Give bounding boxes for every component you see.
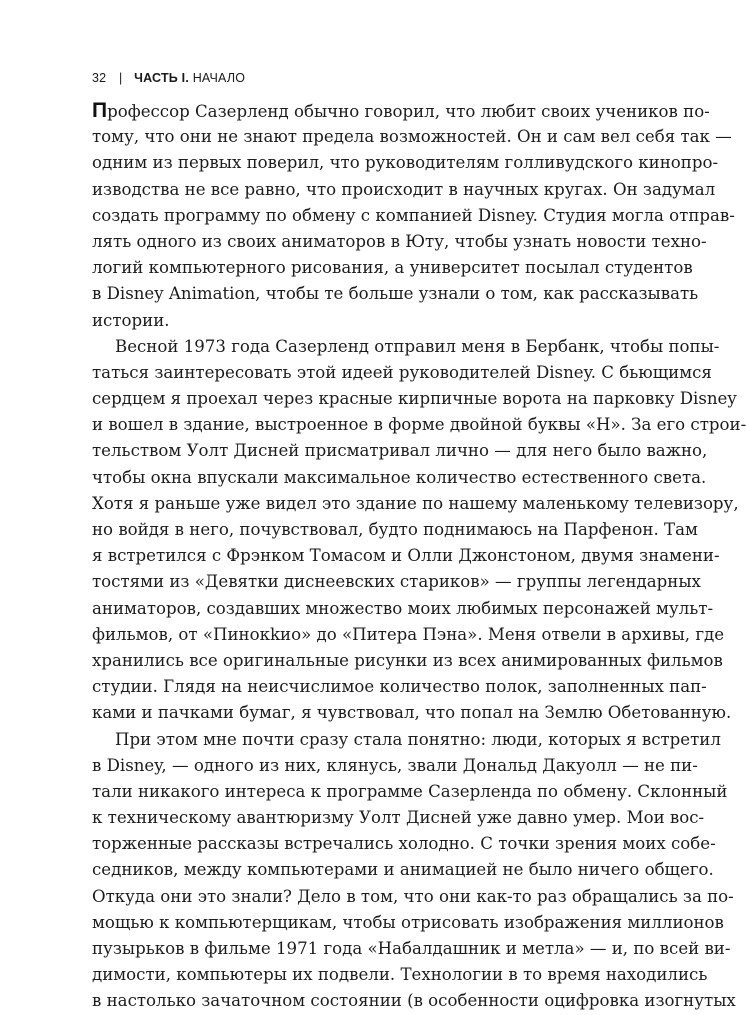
text-line: создать программу по обмену с компанией Disney. Студия могла отправ- xyxy=(92,205,735,225)
text-line: студии. Глядя на неисчислимое количество полок, заполненных пап- xyxy=(92,677,707,697)
text-line: в Disney, — одного из них, клянусь, звали Дональд Дакуолл — не пи- xyxy=(92,755,698,775)
text-line: тому, что они не знают предела возможностей. Он и сам вел себя так — xyxy=(92,127,732,147)
text-line: истории. xyxy=(92,310,170,330)
text-line: хранились все оригинальные рисунки из всех анимированных фильмов xyxy=(92,650,723,670)
text-line: Весной 1973 года Сазерленд отправил меня в Бербанк, чтобы попы- xyxy=(115,336,720,356)
text-line: Хотя я раньше уже видел это здание по нашему маленькому телевизору, xyxy=(92,493,739,513)
drop-cap: П xyxy=(92,99,108,122)
text-line: я встретился с Фрэнком Томасом и Олли Джонстоном, двумя знамени- xyxy=(92,546,720,566)
header-separator: | xyxy=(119,71,123,85)
text-line: одним из первых поверил, что руководителям голливудского кинопро- xyxy=(92,153,719,173)
text-line: тостями из «Девятки диснеевских стариков» — группы легендарных xyxy=(92,572,701,592)
text-line: в настолько зачаточном состоянии (в особенности оцифровка изогнутых xyxy=(92,991,736,1011)
text-line: но войдя в него, почувствовал, будто поднимаюсь на Парфенон. Там xyxy=(92,520,698,539)
text-line: и вошел в здание, выстроенное в форме двойной буквы «H». За его строи- xyxy=(92,415,746,435)
text-line: таться заинтересовать этой идеей руководителей Disney. С бьющимся xyxy=(92,362,712,382)
text-line: При этом мне почти сразу стала понятно: люди, которых я встретил xyxy=(115,729,721,749)
text-line: тали никакого интереса к программе Сазерленда по обмену. Склонный xyxy=(92,781,728,801)
text-line: к техническому авантюризму Уолт Дисней уже давно умер. Мои вос- xyxy=(92,808,705,828)
text-line: седников, между компьютерами и анимацией не было ничего общего. xyxy=(92,860,714,880)
page-number: 32 xyxy=(92,71,107,85)
text-line: пузырьков в фильме 1971 года «Набалдашник и метла» — и, по всей ви- xyxy=(92,939,731,958)
text-line: изводства не все равно, что происходит в научных кругах. Он задумал xyxy=(92,179,716,199)
part-label: ЧАСТЬ I. xyxy=(134,71,189,85)
text-line: лять одного из своих аниматоров в Юту, чтобы узнать новости техно- xyxy=(92,231,707,251)
text-line: логий компьютерного рисования, а университет посылал студентов xyxy=(92,258,693,278)
part-title: НАЧАЛО xyxy=(192,71,246,85)
text-line: фильмов, от «Пинокkио» до «Питера Пэна». Меня отвели в архивы, где xyxy=(92,624,725,644)
text-line: ками и пачками бумаг, я чувствовал, что попал на Землю Обетованную. xyxy=(92,703,732,723)
text-line: мощью к компьютерщикам, чтобы отрисовать изображения миллионов xyxy=(92,912,724,932)
text-line: тельством Уолт Дисней присматривал лично — для него было важно, xyxy=(92,441,708,461)
text-line: торженные рассказы встречались холодно. С точки зрения моих собе- xyxy=(92,834,716,854)
line-text: рофессор Сазерленд обычно говорил, что любит своих учеников по- xyxy=(107,102,710,121)
text-line: чтобы окна впускали максимальное количество естественного света. xyxy=(92,467,707,487)
text-line: в Disney Animation, чтобы те больше узнали о том, как рассказывать xyxy=(92,284,699,304)
body-text xyxy=(92,98,746,1015)
running-head xyxy=(92,71,245,85)
text-line: сердцем я проехал через красные кирпичные ворота на парковку Disney xyxy=(92,389,737,409)
text-line: аниматоров, создавших множество моих любимых персонажей мульт- xyxy=(92,598,714,618)
text-line: димости, компьютеры их подвели. Технологии в то время находились xyxy=(92,965,708,985)
text-line xyxy=(92,98,710,124)
text-line: Откуда они это знали? Дело в том, что они как-то раз обращались за по- xyxy=(92,886,734,906)
